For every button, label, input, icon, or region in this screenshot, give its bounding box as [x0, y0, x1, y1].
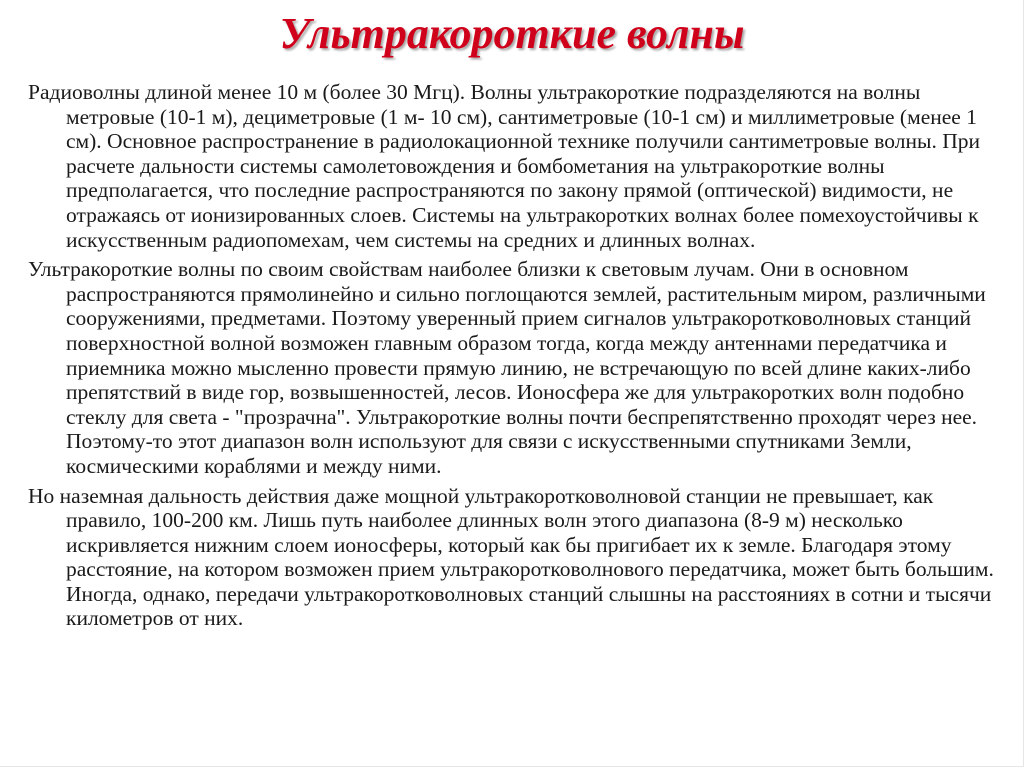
- slide-title: Ультракороткие волны: [279, 9, 745, 58]
- paragraph-1: Радиоволны длиной менее 10 м (более 30 Мгц). Волны ультракороткие подразделяются на волны метровые (10-1 м), дециметровые (1 м- 10 см), сантиметровые (10-1 см) и миллиметровые (менее 1 см). Основное распространение в радиолокационной технике получили сантиметровые волны. При расчете дальности системы самолетовождения и бомбометания на ультракороткие волны предполагается, что последние распространяются по закону прямой (оптической) видимости, не отражаясь от ионизированных слоев. Системы на ультракоротких волнах более помехоустойчивы к искусственным радиопомехам, чем системы на средних и длинных волнах.: [28, 80, 980, 252]
- paragraph-3: Но наземная дальность действия даже мощной ультракоротковолновой станции не превышает, как правило, 100-200 км. Лишь путь наиболее длинных волн этого диапазона (8-9 м) несколько искривляется нижним слоем ионосферы, который как бы пригибает их к земле. Благодаря этому расстояние, на котором возможен прием ультракоротковолнового передатчика, может быть большим. Иногда, однако, передачи ультракоротковолновых станций слышны на расстояниях в сотни и тысячи километров от них.: [28, 483, 994, 631]
- paragraph-2: Ультракороткие волны по своим свойствам наиболее близки к световым лучам. Они в основном распространяются прямолинейно и сильно поглощаются землей, растительным миром, различными сооружениями, предметами. Поэтому уверенный прием сигналов ультракоротковолновых станций поверхностной волной возможен главным образом тогда, когда между антеннами передатчика и приемника можно мысленно провести прямую линию, не встречающую по всей длине каких-либо препятствий в виде гор, возвышенностей, лесов. Ионосфера же для ультракоротких волн подобно стеклу для света - "прозрачна". Ультракороткие волны почти беспрепятственно проходят через нее. Поэтому-то этот диапазон волн используют для связи с искусственными спутниками Земли, космическими кораблями и между ними.: [28, 257, 986, 478]
- slide-body: [28, 80, 1004, 636]
